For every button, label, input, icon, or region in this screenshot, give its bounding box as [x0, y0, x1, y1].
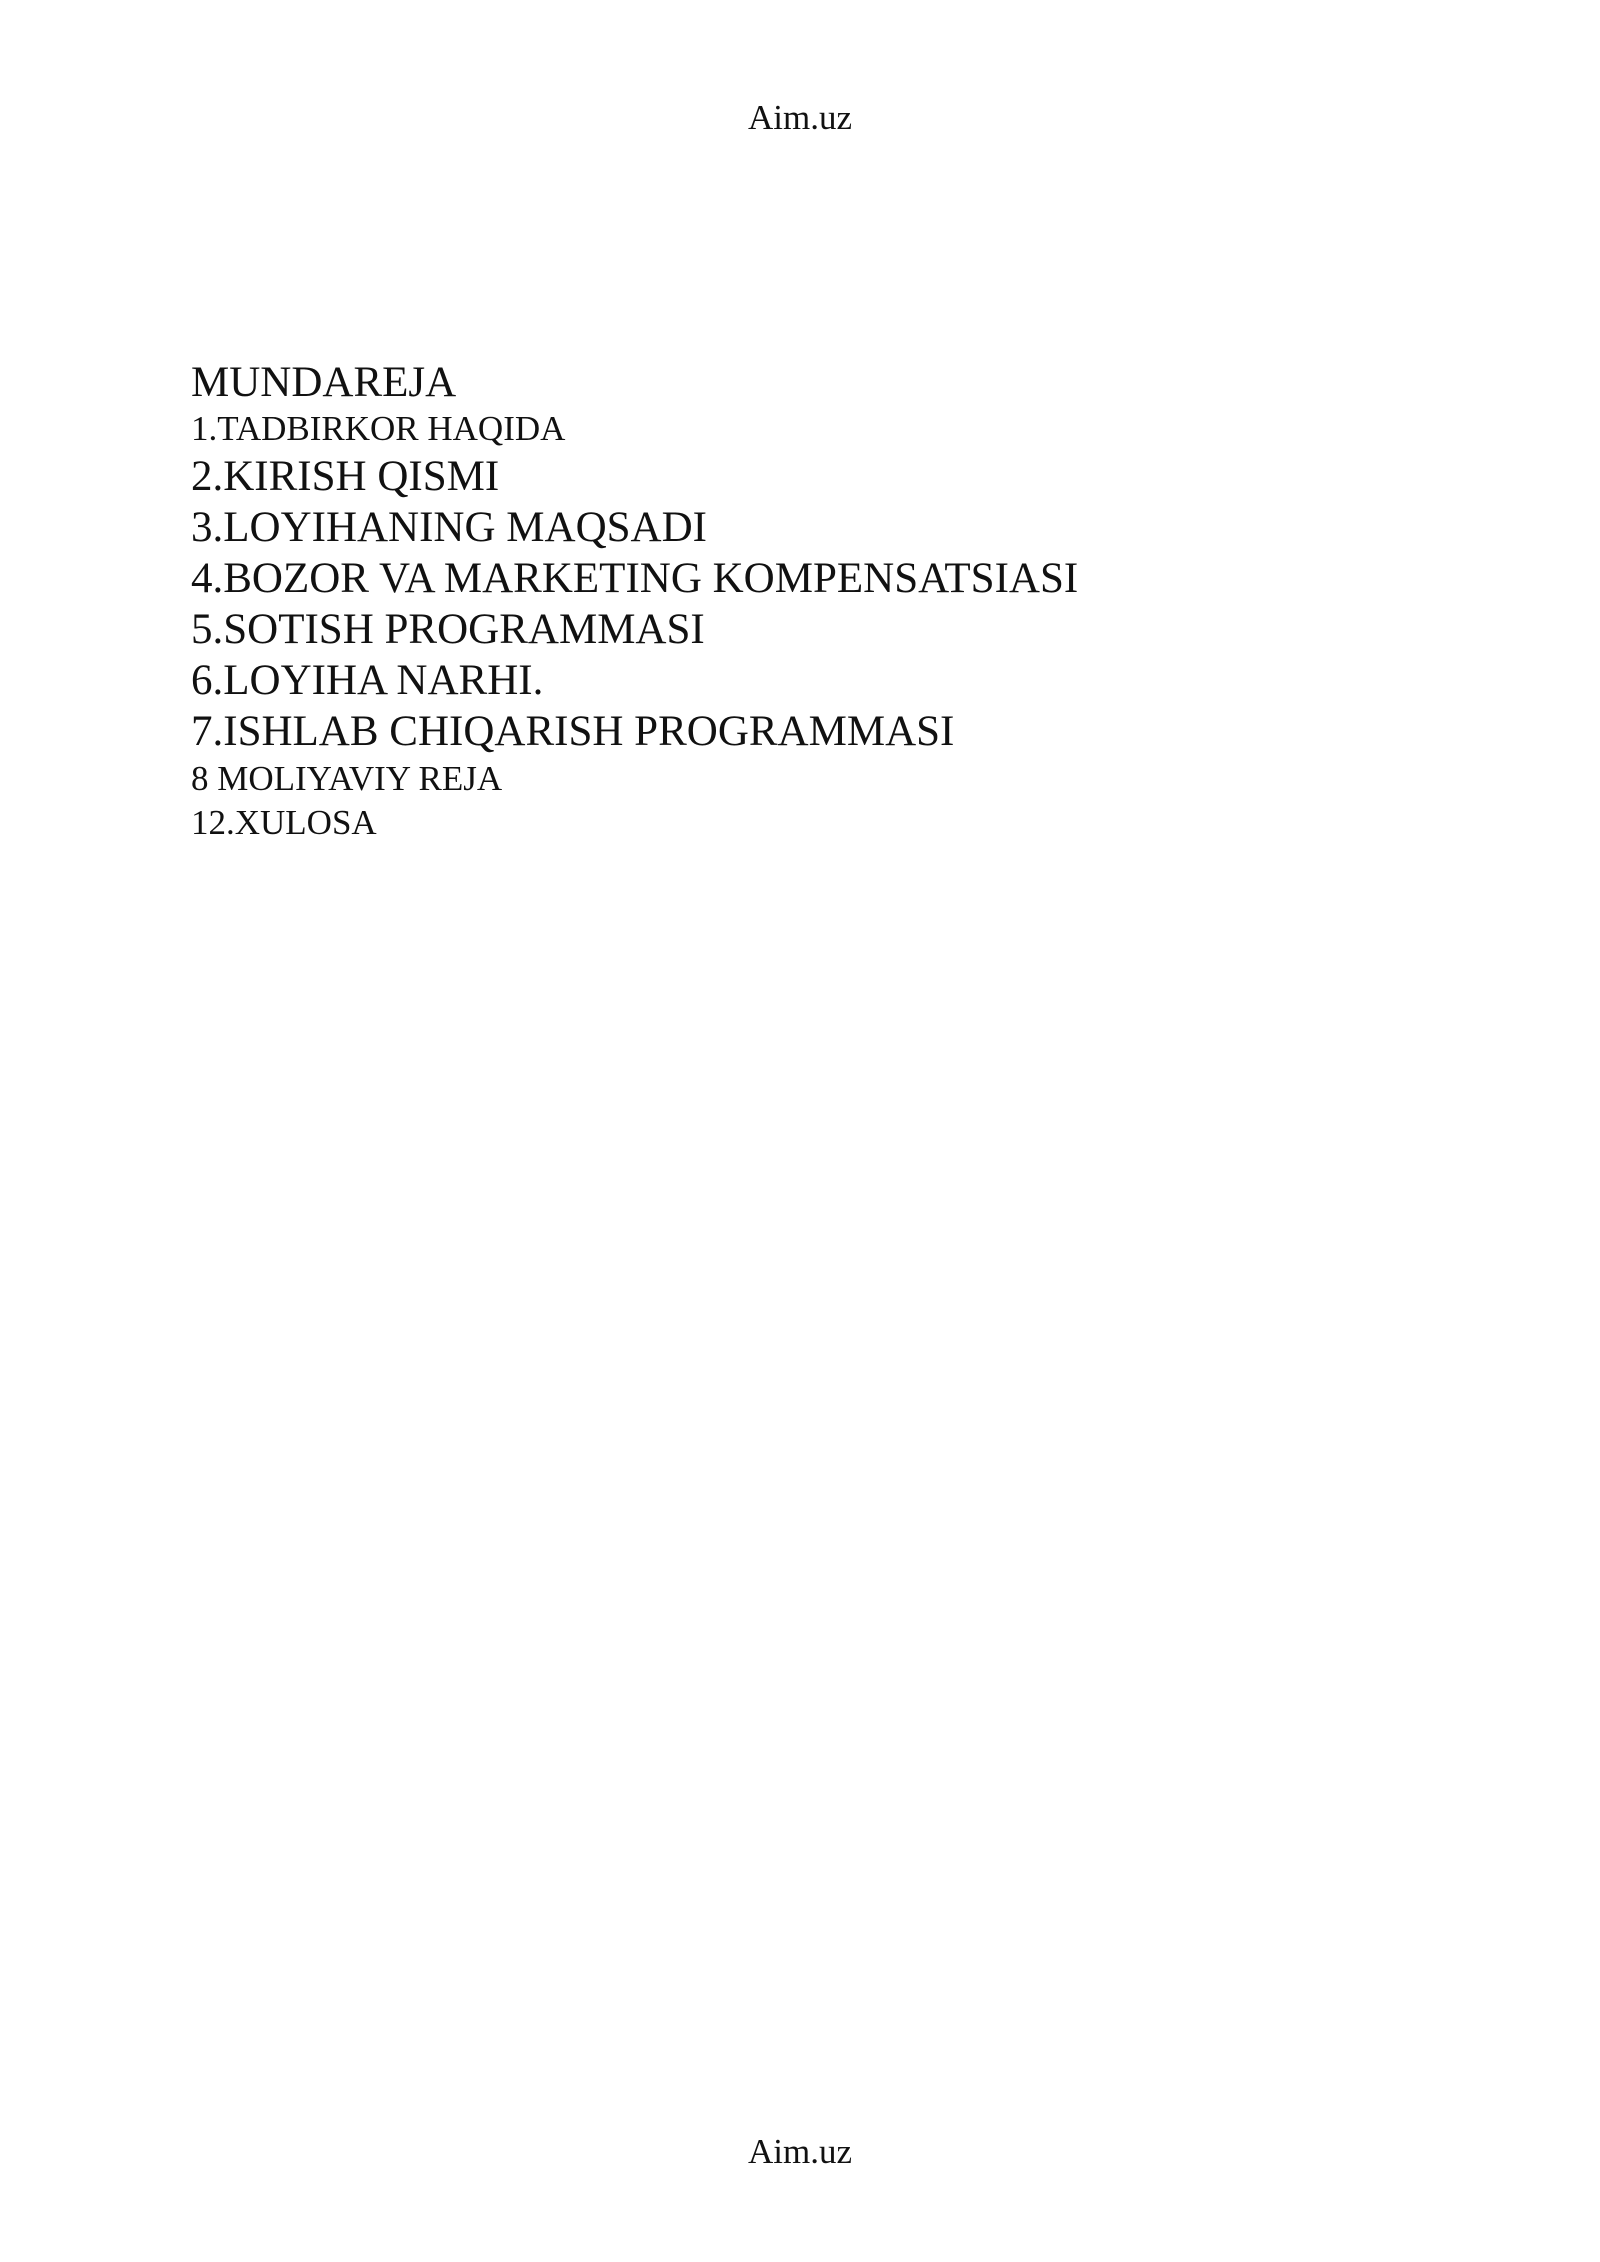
toc-item-loyihaning-maqsadi: 3.LOYIHANING MAQSADI — [191, 504, 707, 551]
toc-title: MUNDAREJA — [191, 359, 457, 406]
toc-item-kirish-qismi: 2.KIRISH QISMI — [191, 453, 500, 500]
toc-item-sotish-programmasi: 5.SOTISH PROGRAMMASI — [191, 606, 705, 653]
toc-item-ishlab-chiqarish: 7.ISHLAB CHIQARISH PROGRAMMASI — [191, 708, 955, 755]
toc-item-tadbirkor-haqida: 1.TADBIRKOR HAQIDA — [191, 409, 566, 448]
page-footer: Aim.uz — [747, 2132, 852, 2171]
toc-item-moliyaviy-reja: 8 MOLIYAVIY REJA — [191, 759, 503, 798]
toc-item-bozor-va-marketing: 4.BOZOR VA MARKETING KOMPENSATSIASI — [191, 555, 1079, 602]
toc-item-xulosa: 12.XULOSA — [191, 803, 377, 842]
page-header: Aim.uz — [747, 98, 852, 137]
table-of-contents — [191, 359, 1391, 845]
toc-item-loyiha-narhi: 6.LOYIHA NARHI. — [191, 657, 544, 704]
